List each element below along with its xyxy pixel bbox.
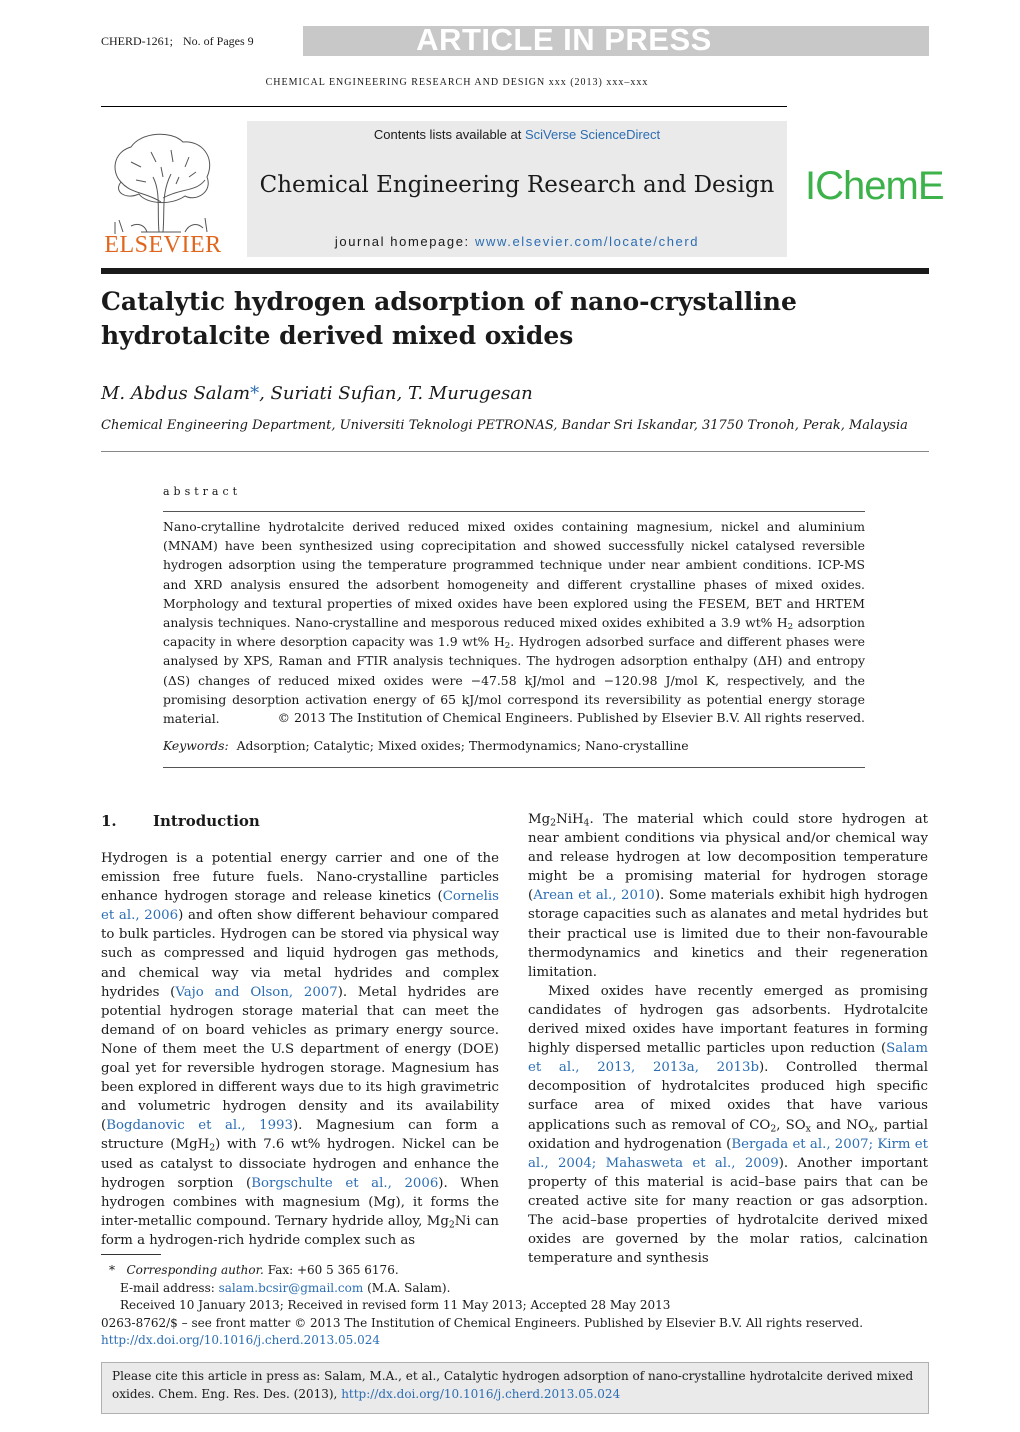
icheme-logo: IChemE [805, 164, 944, 208]
text: . The material which could store hydrogen at near ambient conditions via physical and/or chemical way and release hydrogen at low decomposition temperature might be a promising material for hydrogen storage ( [528, 812, 928, 904]
masthead-divider [101, 268, 929, 274]
homepage-prefix: journal homepage: [334, 234, 470, 249]
abstract-copyright: © 2013 The Institution of Chemical Engineers. Published by Elsevier B.V. All rights reserved. [277, 710, 865, 725]
title-line-2: hydrotalcite derived mixed oxides [101, 321, 574, 350]
keywords-list: Adsorption; Catalytic; Mixed oxides; Thermodynamics; Nano-crystalline [236, 738, 689, 753]
subscript: 2 [550, 817, 557, 829]
citation-link[interactable]: Borgschulte et al., 2006 [251, 1175, 439, 1191]
journal-title: Chemical Engineering Research and Design [259, 172, 775, 198]
subscript: 2 [787, 622, 794, 633]
divider [101, 451, 929, 452]
subscript: 2 [209, 1142, 216, 1154]
subscript: 2 [770, 1122, 777, 1134]
subscript: x [868, 1122, 875, 1134]
section-title: Introduction [153, 812, 260, 830]
citation-link[interactable]: Vajo and Olson, 2007 [175, 984, 338, 1000]
author-list [101, 383, 533, 404]
text: ). Some materials exhibit high hydrogen storage capacities such as alanates and metal hydrides but their practical use is limited due to their non-favourable thermodynamics and kinetics and their regeneration limitation. [528, 888, 928, 980]
text: ). When hydrogen combines with magnesium (Mg), it forms the inter-metallic compound. Ternary hydride alloy, Mg [101, 1175, 499, 1229]
body-column-right [528, 810, 928, 1268]
doi-link[interactable]: http://dx.doi.org/10.1016/j.cherd.2013.05.024 [101, 1333, 381, 1347]
email-label: E-mail address: [120, 1280, 219, 1295]
other-authors: , Suriati Sufian, T. Murugesan [259, 383, 533, 404]
citation-doi-link[interactable]: http://dx.doi.org/10.1016/j.cherd.2013.05.024 [341, 1386, 621, 1401]
journal-homepage [247, 234, 787, 249]
subscript: 4 [583, 817, 590, 829]
elsevier-wordmark: ELSEVIER [104, 232, 222, 258]
corresponding-footnote [101, 1262, 929, 1280]
citation-link[interactable]: Cornelis et al., 2006 [101, 889, 499, 924]
article-reference [101, 34, 254, 49]
text: , SO [776, 1117, 806, 1133]
paragraph [528, 982, 928, 1268]
paragraph [528, 810, 928, 982]
text: Hydrogen is a potential energy carrier and one of the emission free future fuels. Nano-crystalline particles enhance hydrogen storage and release kinetics ( [101, 851, 499, 905]
citation-text [112, 1368, 922, 1403]
subscript: x [805, 1122, 811, 1134]
citation-body: Please cite this article in press as: Salam, M.A., et al., Catalytic hydrogen adsorption of nano-crystalline hydrotalcite derived mixed oxides. Chem. Eng. Res. Des. (2013), [112, 1369, 914, 1401]
citation-link[interactable]: Bogdanovic et al., 1993 [106, 1118, 293, 1134]
keywords [163, 738, 689, 753]
ref-id: CHERD-1261; [101, 34, 173, 48]
running-head: CHEMICAL ENGINEERING RESEARCH AND DESIGN xxx (2013) xxx–xxx [265, 77, 649, 88]
contents-line [247, 127, 787, 142]
author-1: M. Abdus Salam [101, 383, 251, 404]
divider [163, 767, 865, 768]
subscript: 2 [504, 641, 511, 652]
paragraph [101, 849, 499, 1250]
subscript: 2 [448, 1219, 455, 1231]
abstract-part: . Hydrogen adsorbed surface and different phases were analysed by XPS, Raman and FTIR analysis techniques. The hydrogen adsorption enthalpy (ΔH) and entropy (ΔS) changes of reduced mixed oxides were −47.58 kJ/mol and −120.98 J/mol K, respectively, and the promising desorption activation energy of 65 kJ/mol correspond its reversibility as potential energy storage material. [163, 634, 865, 727]
footnote-label: Corresponding author. [126, 1263, 264, 1277]
email-link[interactable]: salam.bcsir@gmail.com [218, 1280, 364, 1295]
divider [163, 511, 865, 512]
contents-prefix: Contents lists available at [373, 127, 522, 142]
email-line [101, 1280, 929, 1298]
abstract-part: Nano-crytalline hydrotalcite derived reduced mixed oxides containing magnesium, nickel and aluminium (MNAM) have been synthesized using coprecipitation and showed successfully nickel catalysed reversible hydrogen adsorption using the temperature programmed technique under near ambient conditions. ICP-MS and XRD analysis ensured the adsorbent homogeneity and different crystalline phases of mixed oxides. Morphology and textural properties of mixed oxides have been explored using the FESEM, BET and HRTEM analysis techniques. Nano-crystalline and mesporous reduced mixed oxides exhibited a 3.9 wt% H [163, 519, 865, 631]
article-in-press-label: ARTICLE IN PRESS [416, 22, 712, 57]
keywords-label: Keywords: [163, 738, 229, 753]
text: and NO [810, 1117, 869, 1133]
text: ) and often show different behaviour compared to bulk particles. Hydrogen can be stored via physical way such as compressed and liquid hydrogen gas methods, and chemical way via metal hydrides and complex hydrides ( [101, 908, 499, 1000]
abstract-heading: abstract [163, 485, 242, 498]
sciencedirect-link[interactable]: SciVerse ScienceDirect [524, 127, 661, 142]
text: Mixed oxides have recently emerged as promising candidates of hydrogen gas adsorbents. Hydrotalcite derived mixed oxides have important features in forming highly dispersed metallic particles upon reduction ( [528, 983, 928, 1057]
citation-link[interactable]: Arean et al., 2010 [533, 888, 655, 904]
text: ) with 7.6 wt% hydrogen. Nickel can be used as catalyst to dissociate hydrogen and enhance the hydrogen sorption ( [101, 1137, 499, 1191]
abstract-part: adsorption capacity in where desorption capacity was 1.9 wt% H [163, 615, 865, 650]
corresponding-author-mark[interactable]: * [250, 383, 260, 404]
text: , partial oxidation and hydrogenation ( [528, 1117, 928, 1152]
body-column-left [101, 849, 499, 1250]
text: ). Magnesium can form a structure (MgH [101, 1118, 499, 1153]
citation-link[interactable]: Salam et al., 2013, 2013a, 2013b [528, 1041, 928, 1076]
homepage-link[interactable]: www.elsevier.com/locate/cherd [474, 234, 700, 249]
footnote-mark: * [109, 1263, 115, 1277]
footnotes [101, 1262, 929, 1350]
fax-number: Fax: +60 5 365 6176. [263, 1263, 399, 1277]
text: Ni can form a hydrogen-rich hydride complex such as [101, 1213, 499, 1248]
text: Mg [528, 812, 551, 827]
citation-link[interactable]: Bergada et al., 2007; Kirm et al., 2004; Mahasweta et al., 2009 [528, 1136, 928, 1171]
divider [101, 106, 787, 107]
text: NiH [556, 812, 584, 827]
footnote-divider [101, 1254, 161, 1255]
text: ). Controlled thermal decomposition of hydrotalcites produced high specific surface area of mixed oxides that have various applications such as removal of CO [528, 1060, 928, 1133]
text: ). Another important property of this material is acid–base pairs that can be created active site for many reaction or gas adsorption. The acid–base properties of hydrotalcite derived mixed oxides are governed by the molar ratios, calcination temperature and synthesis [528, 1155, 928, 1267]
issn-line: 0263-8762/$ – see front matter © 2013 The Institution of Chemical Engineers. Published by Elsevier B.V. All rights reserved. [101, 1315, 864, 1330]
abstract-text [163, 517, 865, 728]
title-line-1: Catalytic hydrogen adsorption of nano-crystalline [101, 287, 797, 316]
affiliation: Chemical Engineering Department, Universiti Teknologi PETRONAS, Bandar Sri Iskandar, 31750 Tronoh, Perak, Malaysia [101, 418, 908, 433]
email-owner: (M.A. Salam). [363, 1280, 451, 1295]
page-count: No. of Pages 9 [183, 34, 254, 48]
text: ). Metal hydrides are potential hydrogen storage material that can meet the demand of on board vehicles as primary energy source. None of them meet the U.S department of energy (DOE) goal yet for reversible hydrogen storage. Magnesium has been explored in different ways due to its high gravimetric and volumetric hydrogen density and its availability ( [101, 984, 499, 1134]
received-dates: Received 10 January 2013; Received in revised form 11 May 2013; Accepted 28 May 2013 [120, 1298, 671, 1312]
section-number: 1. [101, 812, 117, 830]
article-title [101, 285, 861, 353]
